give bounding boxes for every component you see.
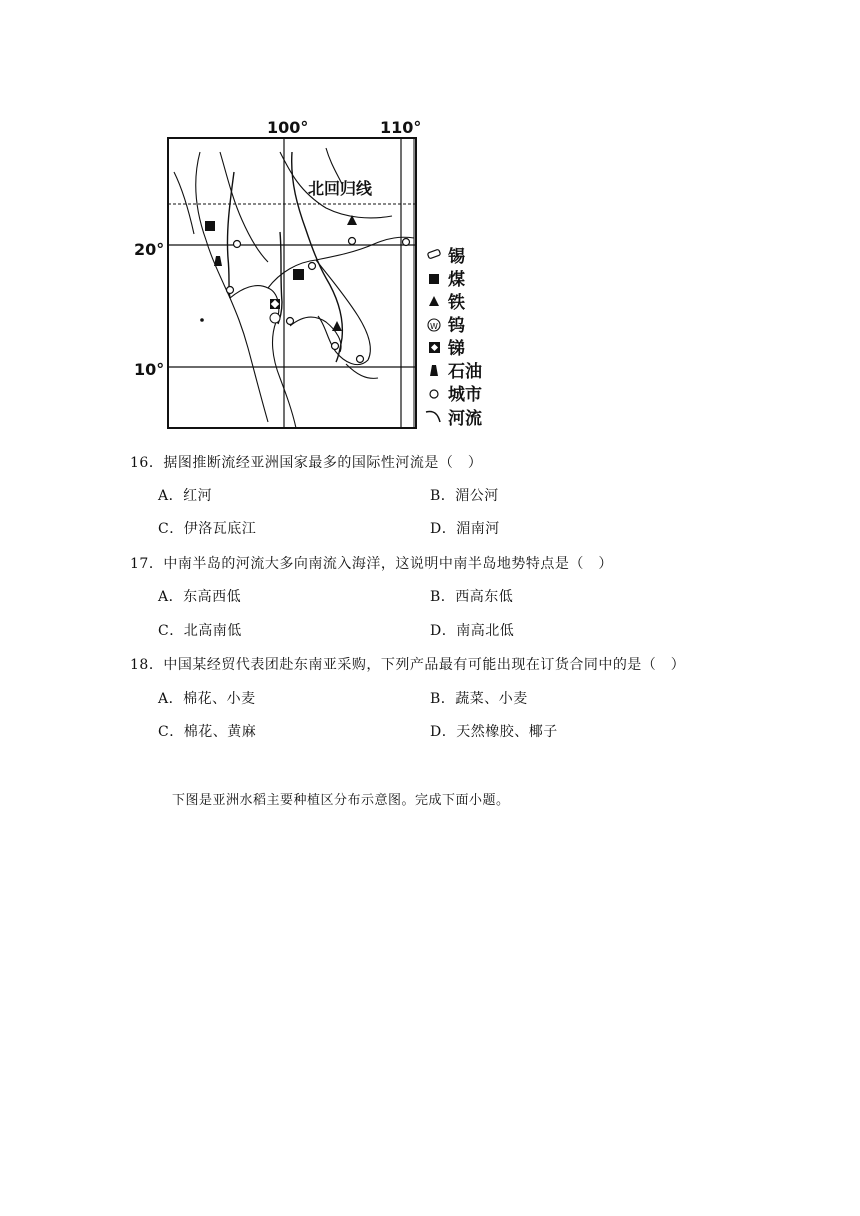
tin-symbol [427, 249, 440, 259]
question-18-option-c: C．棉花、黄麻 [158, 724, 257, 740]
legend-label-tungsten: 钨 [448, 316, 465, 336]
question-17-stem: 17．中南半岛的河流大多向南流入海洋，这说明中南半岛地势特点是（ ） [130, 556, 613, 572]
legend-label-coal: 煤 [448, 270, 465, 290]
legend-label-river: 河流 [448, 409, 482, 429]
legend-label-iron: 铁 [448, 293, 465, 313]
tropic-of-cancer-label: 北回归线 [308, 179, 373, 198]
question-17-option-b: B．西高东低 [430, 589, 514, 605]
iron-symbol [429, 296, 439, 306]
legend-label-oil: 石油 [448, 362, 482, 382]
svg-text:W: W [430, 322, 438, 331]
legend-label-tin: 锡 [448, 247, 465, 267]
legend-label-antimony: 锑 [448, 339, 465, 359]
question-16-stem: 16．据图推断流经亚洲国家最多的国际性河流是（ ） [130, 455, 483, 471]
question-17-option-d: D．南高北低 [430, 623, 515, 639]
question-18-option-d: D．天然橡胶、椰子 [430, 724, 558, 740]
coal-symbol [429, 274, 439, 284]
question-18-option-b: B．蔬菜、小麦 [430, 691, 528, 707]
question-18-stem: 18．中国某经贸代表团赴东南亚采购，下列产品最有可能出现在订货合同中的是（ ） [130, 657, 686, 673]
lat-label-10: 10° [134, 360, 165, 379]
next-figure-intro: 下图是亚洲水稻主要种植区分布示意图。完成下面小题。 [172, 793, 510, 808]
oil-symbol [430, 365, 438, 376]
question-16-option-b: B．湄公河 [430, 488, 499, 504]
lon-label-110: 110° [380, 118, 422, 137]
city-symbol [430, 390, 438, 398]
southeast-asia-map [130, 112, 490, 432]
question-16-option-c: C．伊洛瓦底江 [158, 521, 257, 537]
question-18-option-a: A．棉花、小麦 [158, 691, 256, 707]
legend-label-city: 城市 [448, 385, 482, 405]
question-17-option-a: A．东高西低 [158, 589, 242, 605]
lat-label-20: 20° [134, 240, 165, 259]
lon-label-100: 100° [267, 118, 309, 137]
question-17-option-c: C．北高南低 [158, 623, 242, 639]
map-legend [426, 246, 482, 429]
river-symbol [426, 411, 440, 422]
question-16-option-a: A．红河 [158, 488, 213, 504]
question-16-option-d: D．湄南河 [430, 521, 500, 537]
